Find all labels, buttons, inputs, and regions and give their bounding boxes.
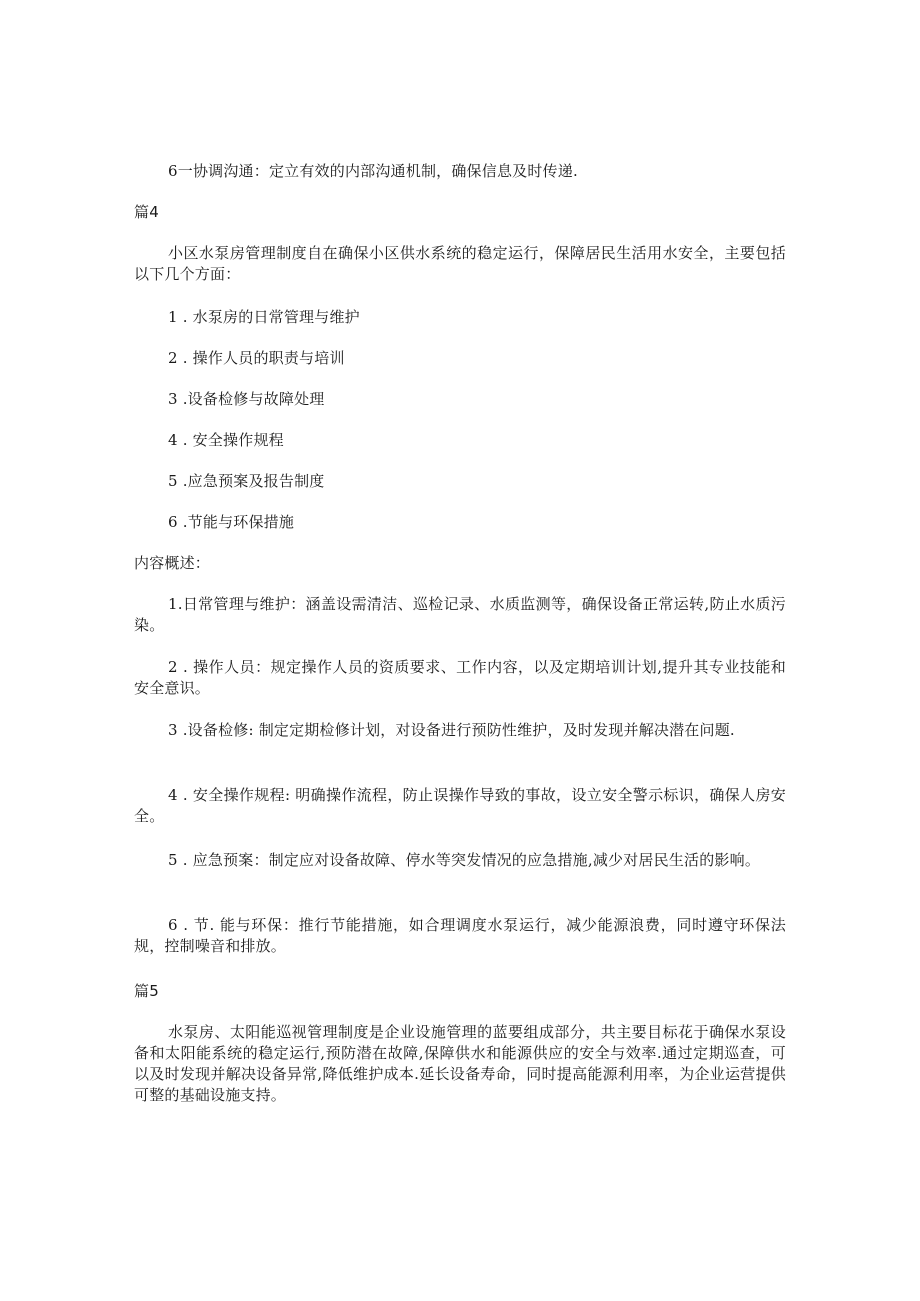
overview-title: 内容概述： xyxy=(134,554,211,572)
overview-item: 4 . 安全操作规程: 明确操作流程，防止误操作导致的事故，设立安全警示标识，确保人房安全。 xyxy=(134,786,786,825)
overview-item: 2 . 操作人员：规定操作人员的资质要求、工作内容，以及定期培训计划,提升其专业技能和安全意识。 xyxy=(134,658,786,697)
section-5-body: 水泵房、太阳能巡视管理制度是企业设施管理的蓝要组成部分，共主要目标花于确保水泵设备和太阳能系统的稳定运行,预防潜在故障,保障供水和能源供应的安全与效率.通过定期巡查，可以及时发现并解决设备异常,降低维护成本.延长设备寿命，同时提高能源利用率，为企业运营提供可整的基础设施支持。 xyxy=(134,1023,786,1104)
overview-item: 3 .设备检修: 制定定期检修计划，对设备进行预防性维护，及时发现并解决潜在问题. xyxy=(168,721,735,739)
section-4-intro: 小区水泵房管理制度自在确保小区供水系统的稳定运行，保障居民生活用水安全，主要包括以下几个方面： xyxy=(134,244,786,283)
list-item: 3 .设备检修与故障处理 xyxy=(168,390,325,408)
section-4-title: 篇4 xyxy=(134,203,159,221)
overview-item: 5 . 应急预案：制定应对设备故障、停水等突发情况的应急措施,减少对居民生活的影响。 xyxy=(168,851,761,869)
overview-item: 1.日常管理与维护：涵盖设需清洁、巡检记录、水质监测等，确保设备正常运转,防止水质污染。 xyxy=(134,595,786,634)
list-item: 4 . 安全操作规程 xyxy=(168,431,284,449)
list-item: 1 . 水泵房的日常管理与维护 xyxy=(168,308,360,326)
list-item: 6 .节能与环保措施 xyxy=(168,513,295,531)
list-item: 2 . 操作人员的职责与培训 xyxy=(168,349,345,367)
coordination-line: 6一协调沟通：定立有效的内部沟通机制，确保信息及时传递. xyxy=(168,162,578,180)
overview-item: 6 . 节. 能与环保：推行节能措施，如合理调度水泵运行，减少能源浪费，同时遵守环保法规，控制噪音和排放。 xyxy=(134,916,786,955)
list-item: 5 .应急预案及报告制度 xyxy=(168,472,325,490)
section-5-title: 篇5 xyxy=(134,982,159,1000)
